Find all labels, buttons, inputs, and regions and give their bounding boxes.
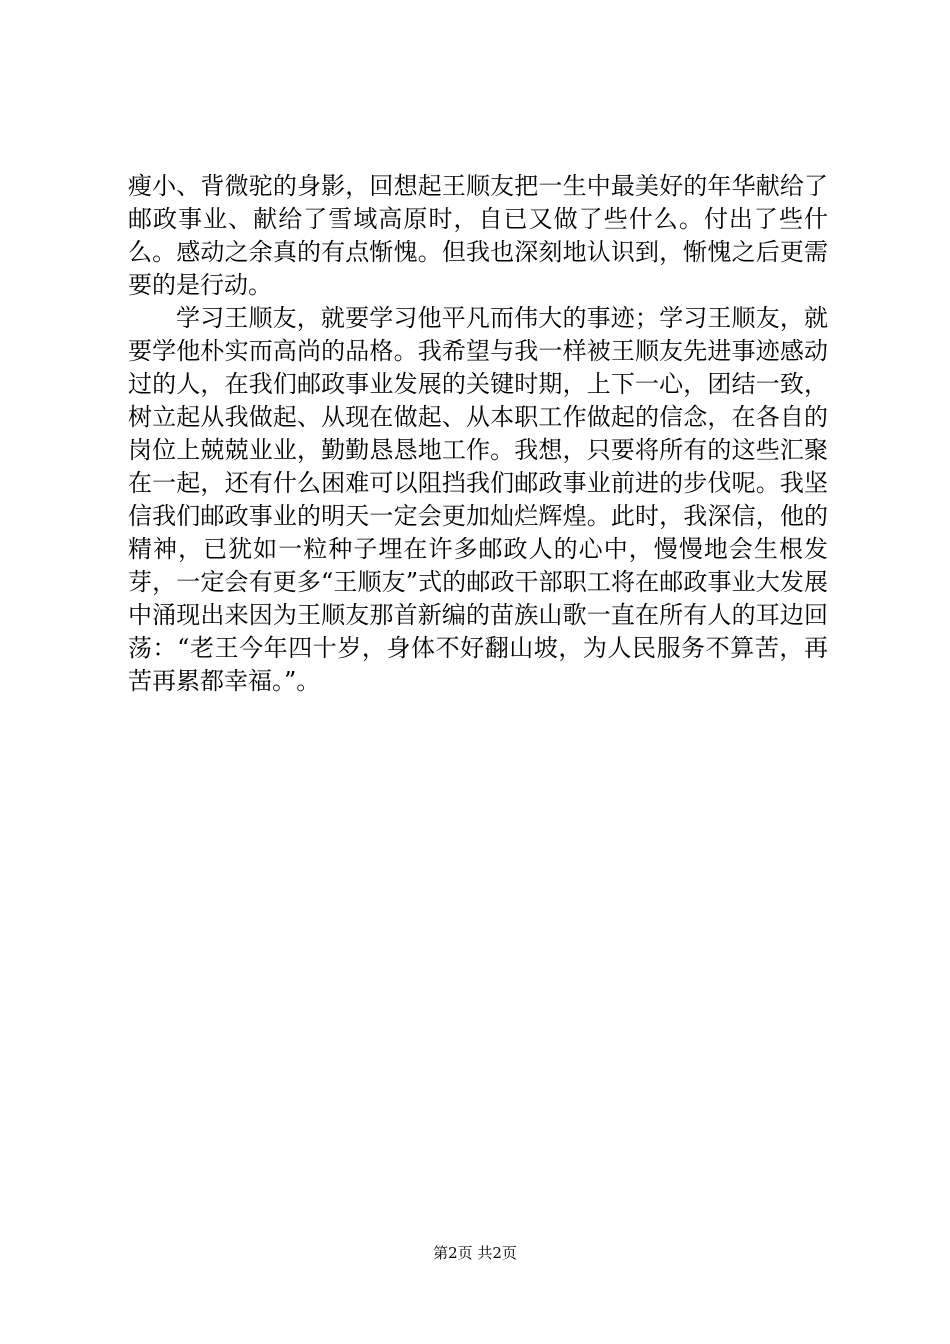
document-body (128, 170, 828, 698)
page-footer: 第2页 共2页 (433, 1244, 517, 1262)
paragraph-2: 学习王顺友，就要学习他平凡而伟大的事迹；学习王顺友，就要学他朴实而高尚的品格。我希望与我一样被王顺友先进事迹感动过的人，在我们邮政事业发展的关键时期，上下一心，团结一致，树立起从我做起、从现在做起、从本职工作做起的信念，在各自的岗位上兢兢业业，勤勤恳恳地工作。我想，只要将所有的这些汇聚在一起，还有什么困难可以阻挡我们邮政事业前进的步伐呢。我坚信我们邮政事业的明天一定会更加灿烂辉煌。此时，我深信，他的精神，已犹如一粒种子埋在许多邮政人的心中，慢慢地会生根发芽，一定会有更多“王顺友”式的邮政干部职工将在邮政事业大发展中涌现出来因为王顺友那首新编的苗族山歌一直在所有人的耳边回荡：“老王今年四十岁，身体不好翻山坡，为人民服务不算苦，再苦再累都幸福。”。 (128, 304, 828, 695)
paragraph-1: 瘦小、背微驼的身影，回想起王顺友把一生中最美好的年华献给了邮政事业、献给了雪域高原时，自已又做了些什么。付出了些什么。感动之余真的有点惭愧。但我也深刻地认识到，惭愧之后更需要的是行动。 (128, 172, 828, 299)
